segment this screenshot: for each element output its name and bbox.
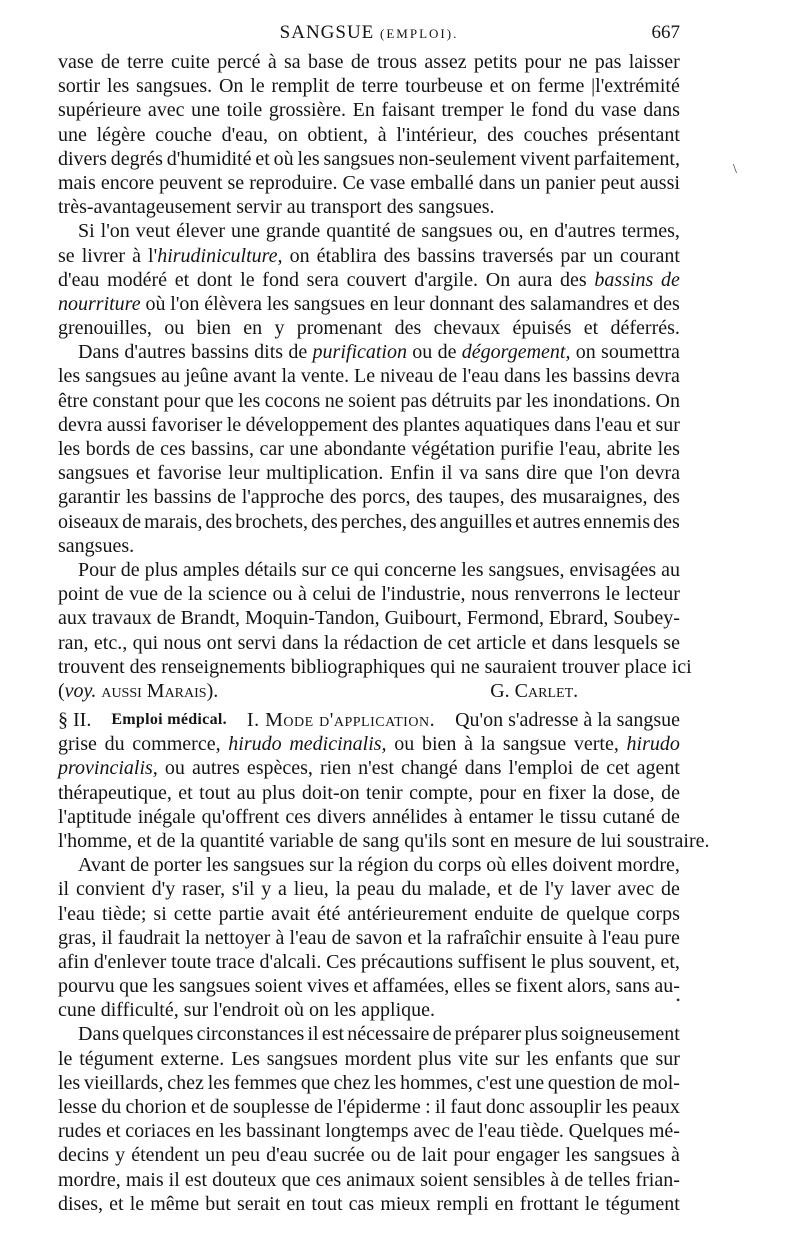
text-line: ran, etc., qui nous ont servi dans la rédaction de cet article et dans lesquels se [58, 631, 680, 654]
text-line: decins y étendent un peu d'eau sucrée ou de lait pour engager les sangsues à [58, 1144, 680, 1167]
text-line: cune difficulté, sur l'endroit où on les applique. [58, 999, 436, 1022]
text-line: thérapeutique, et tout au plus doit-on tenir compte, pour en fixer la dose, de [58, 781, 680, 804]
text-line: provincialis, ou autres espèces, rien n'est changé dans l'emploi de cet agent [58, 757, 680, 780]
text-line: le tégument externe. Les sangsues mordent plus vite sur les enfants que sur [58, 1047, 680, 1070]
section-heading-bold: Emploi médical. [111, 711, 227, 728]
text-line: les vieillards, chez les femmes que chez les hommes, c'est une question de mol- [58, 1071, 680, 1094]
section-heading [58, 708, 680, 732]
text-line: sangsues et favorise leur multiplication. Enfin il va sans dire que l'on devra [58, 462, 680, 485]
text-line: Si l'on veut élever une grande quantité de sangsues ou, en d'autres termes, [78, 220, 680, 243]
section-1-text [58, 50, 692, 703]
text-line: nourriture où l'on élèvera les sangsues en leur donnant des salamandres et des [58, 292, 680, 315]
text-line: rudes et coriaces en les bassinant longtemps avec de l'eau tiède. Quelques mé- [58, 1120, 680, 1143]
text-line: l'aptitude inégale qu'offrent ces divers annélides à entamer le tissu cutané de [58, 805, 680, 828]
text-line: dises, et le même but serait en tout cas mieux rempli en frottant le tégument [58, 1192, 680, 1215]
text-line: une légère couche d'eau, on obtient, à l'intérieur, des couches présentant [58, 123, 680, 146]
text-line: mordre, mais il est douteux que ces animaux soient sensibles à de telles frian- [58, 1168, 680, 1191]
text-line: Dans quelques circonstances il est nécessaire de préparer plus soigneusement [78, 1023, 680, 1046]
text-line: pourvu que les sangsues soient vives et affamées, elles se fixent alors, sans au- [58, 975, 680, 998]
text-line: vase de terre cuite percé à sa base de trous assez petits pour ne pas laisser [58, 51, 680, 73]
margin-tick-mark: \ [733, 162, 737, 177]
text-line: être constant pour que les cocons ne soient pas détruits par les inondations. On [58, 389, 680, 412]
text-line: mais encore peuvent se reproduire. Ce vase emballé dans un panier peut aussi [58, 171, 680, 194]
text-line: Avant de porter les sangsues sur la région du corps où elles doivent mordre, [78, 854, 680, 877]
text-line: les bords de ces bassins, car une abondante végétation purifie l'eau, abrite les [58, 438, 680, 460]
text-line: sangsues. [58, 534, 135, 557]
margin-dot-mark: • [676, 993, 681, 1007]
text-line: l'homme, et de la quantité variable de sang qu'ils sont en mesure de lui soustraire. [58, 829, 710, 852]
text-line: grenouilles, ou bien en y promenant des chevaux épuisés et déferrés. [58, 317, 680, 340]
text-line: aux travaux de Brandt, Moquin-Tandon, Guibourt, Fermond, Ebrard, Soubey- [58, 607, 680, 630]
section-2-text [58, 708, 710, 1216]
text-line: sortir les sangsues. On le remplit de terre tourbeuse et on ferme |l'extrémité [58, 75, 680, 98]
running-header [58, 22, 680, 48]
running-title [58, 22, 680, 44]
text-line: grise du commerce, hirudo medicinalis, ou bien à la sangsue verte, hirudo [58, 733, 680, 756]
text-line: lesse du chorion et de souplesse de l'épiderme : il faut donc assouplir les peaux [58, 1096, 680, 1118]
running-title-main: SANGSUE [279, 22, 375, 43]
text-line: les sangsues au jeûne avant la vente. Le niveau de l'eau dans les bassins devra [58, 365, 680, 388]
closing-line [58, 679, 680, 703]
text-line: il convient d'y raser, s'il y a lieu, la peau du malade, et de l'y laver avec de [58, 878, 680, 901]
text-line: d'eau modéré et dont le fond sera couvert d'argile. On aura des bassins de [58, 268, 680, 291]
text-line: afin d'enlever toute trace d'alcali. Ces précautions suffisent le plus souvent, et, [58, 950, 680, 973]
text-line: garantir les bassins de l'approche des porcs, des taupes, des musaraignes, des [58, 486, 680, 509]
text-line: devra aussi favoriser le développement des plantes aquatiques dans l'eau et sur [58, 413, 680, 436]
text-line: très-avantageusement servir au transport des sangsues. [58, 196, 495, 219]
section-heading-sub: I. Mode d'application. [246, 709, 436, 731]
running-title-paren: (EMPLOI). [380, 26, 459, 41]
author-signature: G. Carlet. [490, 679, 579, 702]
text-line: divers degrés d'humidité et où les sangsues non-seulement vivent parfaitement, [58, 147, 680, 170]
text-line: Pour de plus amples détails sur ce qui concerne les sangsues, envisagées au [78, 558, 680, 581]
section-heading-rest: Qu'on s'adresse à la sangsue [455, 709, 680, 731]
text-line: l'eau tiède; si cette partie avait été antérieurement enduite de quelque corps [58, 902, 680, 925]
page-number: 667 [651, 22, 680, 43]
text-line: supérieure avec une toile grossière. En faisant tremper le fond du vase dans [58, 99, 680, 122]
section-heading-mark: § II. [58, 709, 92, 731]
cross-reference: (voy. aussi Marais). [58, 679, 219, 702]
text-line: trouvent des renseignements bibliographiques qui ne sauraient trouver place ici [58, 655, 692, 678]
text-line: se livrer à l'hirudiniculture, on établira des bassins traversés par un courant [58, 244, 680, 267]
text-line: Dans d'autres bassins dits de purification ou de dégorgement, on soumettra [78, 341, 680, 364]
text-line: gras, il faudrait la nettoyer à l'eau de savon et la rafraîchir ensuite à l'eau pure [58, 926, 680, 949]
text-line: oiseaux de marais, des brochets, des perches, des anguilles et autres ennemis des [58, 510, 680, 533]
text-line: point de vue de la science ou à celui de l'industrie, nous renverrons le lecteur [58, 583, 680, 606]
